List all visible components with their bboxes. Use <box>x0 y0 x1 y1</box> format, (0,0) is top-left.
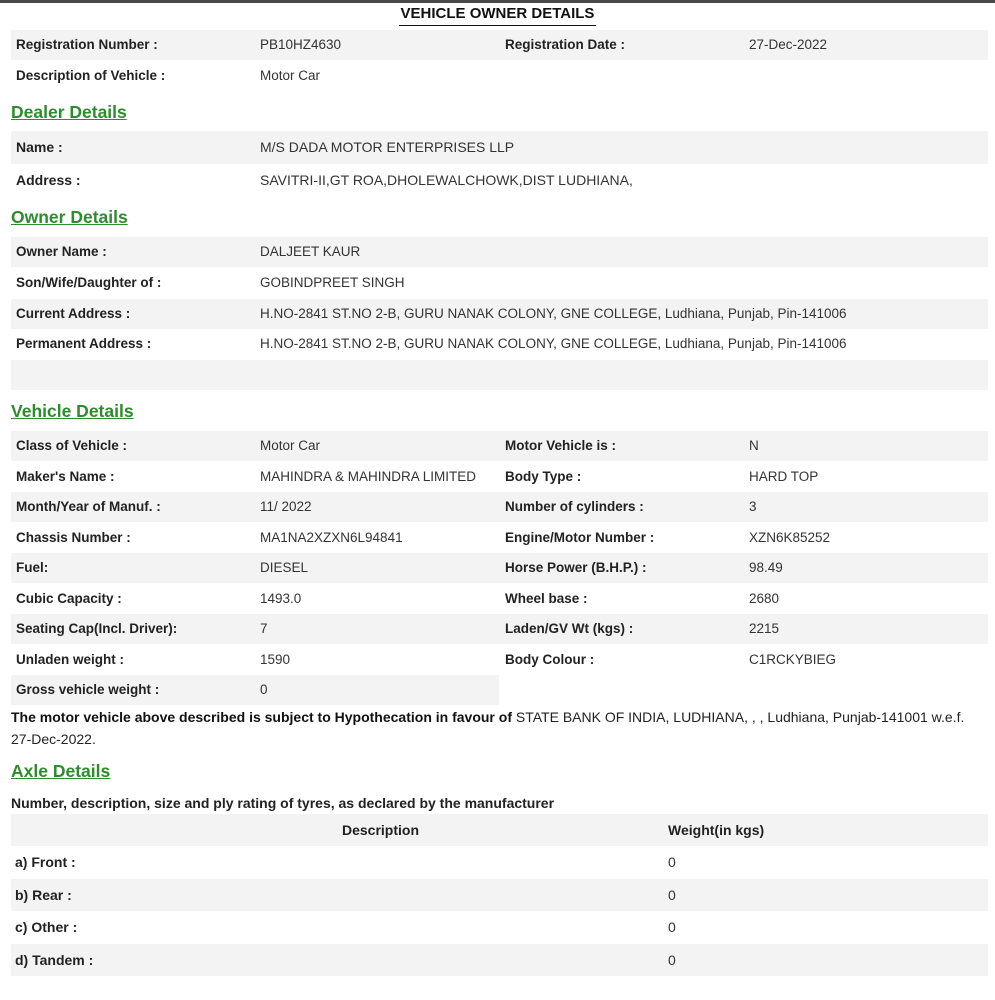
vehicle-detail-value: 3 <box>749 499 757 514</box>
dealer-details-heading: Dealer Details <box>11 102 127 122</box>
axle-header-row <box>11 814 988 846</box>
vehicle-detail-label: Cubic Capacity : <box>16 590 122 606</box>
vehicle-detail-value: C1RCKYBIEG <box>749 651 837 667</box>
vehicle-detail-row <box>11 553 988 583</box>
vehicle-detail-label: Chassis Number : <box>16 529 131 545</box>
vehicle-detail-label: Engine/Motor Number : <box>505 529 655 545</box>
vehicle-detail-value: MAHINDRA & MAHINDRA LIMITED <box>260 468 477 484</box>
vehicle-detail-label: Seating Cap(Incl. Driver): <box>16 621 178 636</box>
reg-date-value: 27-Dec-2022 <box>749 37 828 52</box>
vehicle-detail-label: Maker's Name : <box>16 468 115 484</box>
dealer-name-row <box>11 131 988 164</box>
hypothecation-bank: STATE BANK OF INDIA, LUDHIANA, , , Ludhiana, Punjab-141001 <box>515 709 928 725</box>
vehicle-detail-label: Body Type : <box>505 468 582 484</box>
axle-weight: 0 <box>668 886 676 903</box>
axle-details-heading: Axle Details <box>11 761 111 781</box>
current-address-value: H.NO-2841 ST.NO 2-B, GURU NANAK COLONY, GNE COLLEGE, Ludhiana, Punjab, Pin-141006 <box>260 306 847 321</box>
dealer-address-label: Address : <box>16 172 81 188</box>
axle-row <box>11 879 988 911</box>
vehicle-detail-label: Fuel: <box>16 560 49 575</box>
registration-row <box>11 30 988 60</box>
vehicle-detail-label: Number of cylinders : <box>505 499 644 514</box>
vehicle-detail-row <box>11 614 988 644</box>
vehicle-detail-label: Month/Year of Manuf. : <box>16 499 161 514</box>
vehicle-details-heading: Vehicle Details <box>11 401 134 421</box>
axle-weight: 0 <box>668 854 676 870</box>
axle-label: a) Front : <box>15 854 76 870</box>
owner-name-row <box>11 237 988 267</box>
relation-value: GOBINDPREET SINGH <box>260 275 405 290</box>
vehicle-detail-label: Motor Vehicle is : <box>505 438 617 453</box>
vehicle-detail-value: HARD TOP <box>749 468 819 484</box>
vehicle-detail-row <box>11 431 988 461</box>
vehicle-detail-label: Body Colour : <box>505 651 595 667</box>
vehicle-detail-value: MA1NA2XZXN6L94841 <box>260 529 403 545</box>
axle-label: c) Other : <box>15 919 78 936</box>
permanent-address-row <box>11 329 988 359</box>
axle-weight-header: Weight(in kgs) <box>668 822 765 838</box>
hypothecation-prefix: The motor vehicle above described is subject to Hypothecation in favour of <box>11 709 512 725</box>
description-row <box>11 61 988 91</box>
axle-description-header: Description <box>342 822 420 838</box>
page-title: VEHICLE OWNER DETAILS <box>0 5 995 26</box>
gross-weight-row <box>11 675 499 705</box>
vehicle-detail-label: Unladen weight : <box>16 651 124 667</box>
reg-number-label: Registration Number : <box>16 37 158 52</box>
axle-row <box>11 944 988 976</box>
hypothecation-note <box>11 706 986 750</box>
vehicle-detail-label: Wheel base : <box>505 590 588 606</box>
permanent-address-label: Permanent Address : <box>16 336 152 351</box>
vehicle-detail-value: N <box>749 438 759 453</box>
axle-row <box>11 846 988 878</box>
reg-number-value: PB10HZ4630 <box>260 37 342 52</box>
permanent-address-value: H.NO-2841 ST.NO 2-B, GURU NANAK COLONY, GNE COLLEGE, Ludhiana, Punjab, Pin-141006 <box>260 336 847 351</box>
vehicle-detail-row <box>11 584 988 614</box>
dealer-address-value: SAVITRI-II,GT ROA,DHOLEWALCHOWK,DIST LUDHIANA, <box>260 172 633 188</box>
description-label: Description of Vehicle : <box>16 68 166 83</box>
vehicle-detail-value: 1590 <box>260 651 291 667</box>
owner-name-value: DALJEET KAUR <box>260 244 361 259</box>
axle-weight: 0 <box>668 952 676 969</box>
vehicle-detail-value: DIESEL <box>260 560 309 575</box>
reg-date-label: Registration Date : <box>505 37 626 52</box>
dealer-address-row <box>11 164 988 197</box>
dealer-name-value: M/S DADA MOTOR ENTERPRISES LLP <box>260 139 515 155</box>
axle-label: d) Tandem : <box>15 952 94 969</box>
vehicle-detail-value: 1493.0 <box>260 590 302 606</box>
axle-label: b) Rear : <box>15 886 72 903</box>
gross-weight-value: 0 <box>260 682 268 697</box>
vehicle-detail-row <box>11 492 988 522</box>
vehicle-detail-value: 2680 <box>749 590 780 606</box>
description-value: Motor Car <box>260 68 321 83</box>
top-border <box>0 0 995 3</box>
current-address-label: Current Address : <box>16 306 131 321</box>
vehicle-detail-value: 11/ 2022 <box>260 499 312 514</box>
owner-details-heading: Owner Details <box>11 207 128 227</box>
vehicle-detail-value: 7 <box>260 621 268 636</box>
vehicle-detail-label: Class of Vehicle : <box>16 438 128 453</box>
axle-weight: 0 <box>668 919 676 936</box>
axle-intro-text: Number, description, size and ply rating of tyres, as declared by the manufacturer <box>11 795 555 811</box>
vehicle-detail-value: 98.49 <box>749 560 783 575</box>
current-address-row <box>11 299 988 329</box>
owner-name-label: Owner Name : <box>16 244 107 259</box>
vehicle-detail-value: Motor Car <box>260 438 321 453</box>
vehicle-detail-label: Laden/GV Wt (kgs) : <box>505 621 634 636</box>
relation-label: Son/Wife/Daughter of : <box>16 275 162 290</box>
vehicle-detail-row <box>11 645 988 675</box>
hypothecation-wef: w.e.f. 27-Dec-2022. <box>11 709 965 747</box>
gross-weight-label: Gross vehicle weight : <box>16 682 160 697</box>
empty-row <box>11 360 988 390</box>
dealer-name-label: Name : <box>16 139 63 155</box>
vehicle-detail-label: Horse Power (B.H.P.) : <box>505 560 647 575</box>
relation-row <box>11 268 988 298</box>
axle-row <box>11 911 988 943</box>
vehicle-detail-value: 2215 <box>749 621 780 636</box>
vehicle-detail-row <box>11 462 988 492</box>
vehicle-detail-row <box>11 523 988 553</box>
vehicle-detail-value: XZN6K85252 <box>749 529 831 545</box>
